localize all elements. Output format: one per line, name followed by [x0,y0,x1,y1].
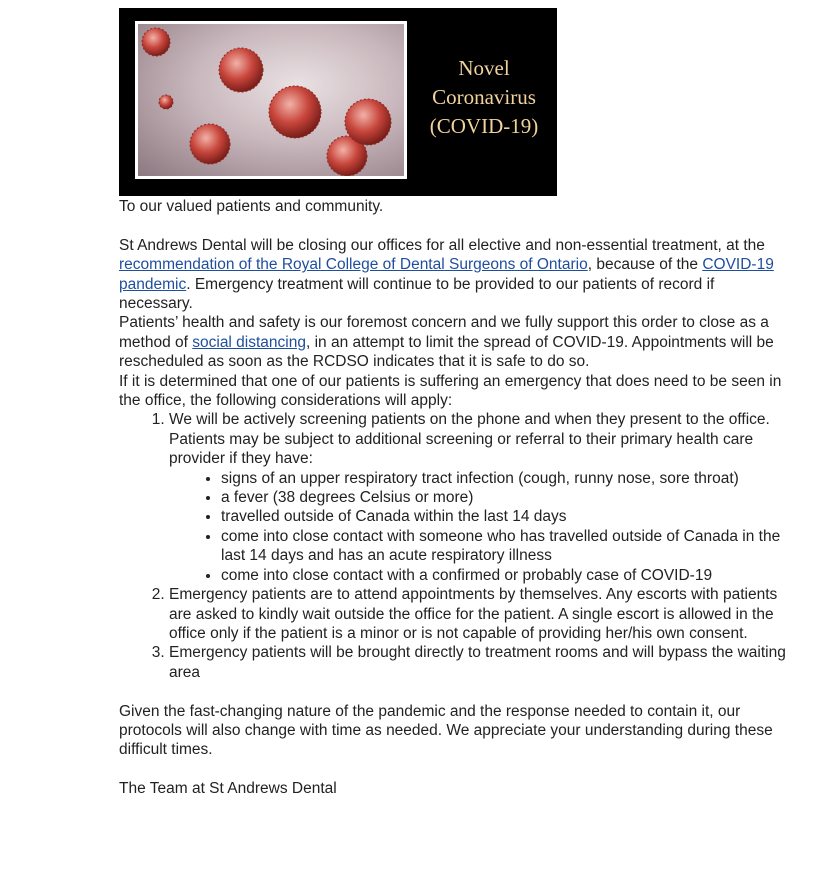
text-segment: St Andrews Dental will be closing our offices for all elective and non-essential treatment, at the [119,236,765,254]
covid-banner [119,8,557,196]
coronavirus-image [135,21,407,179]
list-item [169,410,789,585]
signoff: The Team at St Andrews Dental [119,780,337,798]
list-item: • a fever (38 degrees Celsius or more) [221,488,789,507]
list-item: • come into close contact with a confirmed or probably case of COVID-19 [221,566,789,585]
virus-illustration [138,24,404,176]
list-item: 3. Emergency patients will be brought directly to treatment rooms and will bypass the waiting area [169,643,789,682]
list-item: • travelled outside of Canada within the last 14 days [221,507,789,526]
emergency-intro-paragraph: If it is determined that one of our patients is suffering an emergency that does need to be seen in the office, the following considerations will apply: [119,372,782,410]
letter-body [119,197,789,799]
greeting: To our valued patients and community. [119,198,384,215]
text-segment: . Emergency treatment will continue to be provided to our patients of record if necessary. [119,275,715,313]
text-segment: Patients’ health and safety is our foremost concern and we fully support this order to close as a method of [119,314,769,351]
banner-title [419,54,549,141]
spacer [119,760,789,779]
banner-title-line1: Novel [458,56,510,80]
list-item: 2. Emergency patients are to attend appointments by themselves. Any escorts with patients are asked to kindly wait outside the office for the patient. A single escort is allowed in the office only if the patient is a minor or is not capable of providing her/his own consent. [169,585,789,643]
spacer [119,216,789,235]
banner-title-line2: Coronavirus [432,85,536,109]
spacer [119,682,789,701]
list-item: • signs of an upper respiratory tract infection (cough, runny nose, sore throat) [221,469,789,488]
social-distancing-link[interactable]: social distancing [192,333,306,351]
banner-title-line3: (COVID-19) [429,114,539,138]
closing-paragraph: Given the fast-changing nature of the pandemic and the response needed to contain it, our protocols will also change with time as needed. We appreciate your understanding during these difficult times. [119,702,773,759]
screening-text: We will be actively screening patients on the phone and when they present to the office. Patients may be subject to additional screening or referral to their primary health care provider if they have: [169,411,770,468]
list-item: • come into close contact with someone who has travelled outside of Canada in the last 14 days and has an acute respiratory illness [221,527,789,566]
symptom-list [169,469,789,585]
closing-notice-paragraph [119,236,789,314]
text-segment: , because of the [587,256,703,274]
covid-pandemic-link[interactable]: COVID-19 pandemic [119,256,774,293]
considerations-list [119,410,789,682]
safety-paragraph [119,313,789,371]
text-segment: , in an attempt to limit the spread of COVID-19. Appointments will be rescheduled as soon as the RCDSO indicates that it is safe to do so. [119,333,774,371]
rcdso-recommendation-link[interactable]: recommendation of the Royal College of Dental Surgeons of Ontario [119,256,588,274]
